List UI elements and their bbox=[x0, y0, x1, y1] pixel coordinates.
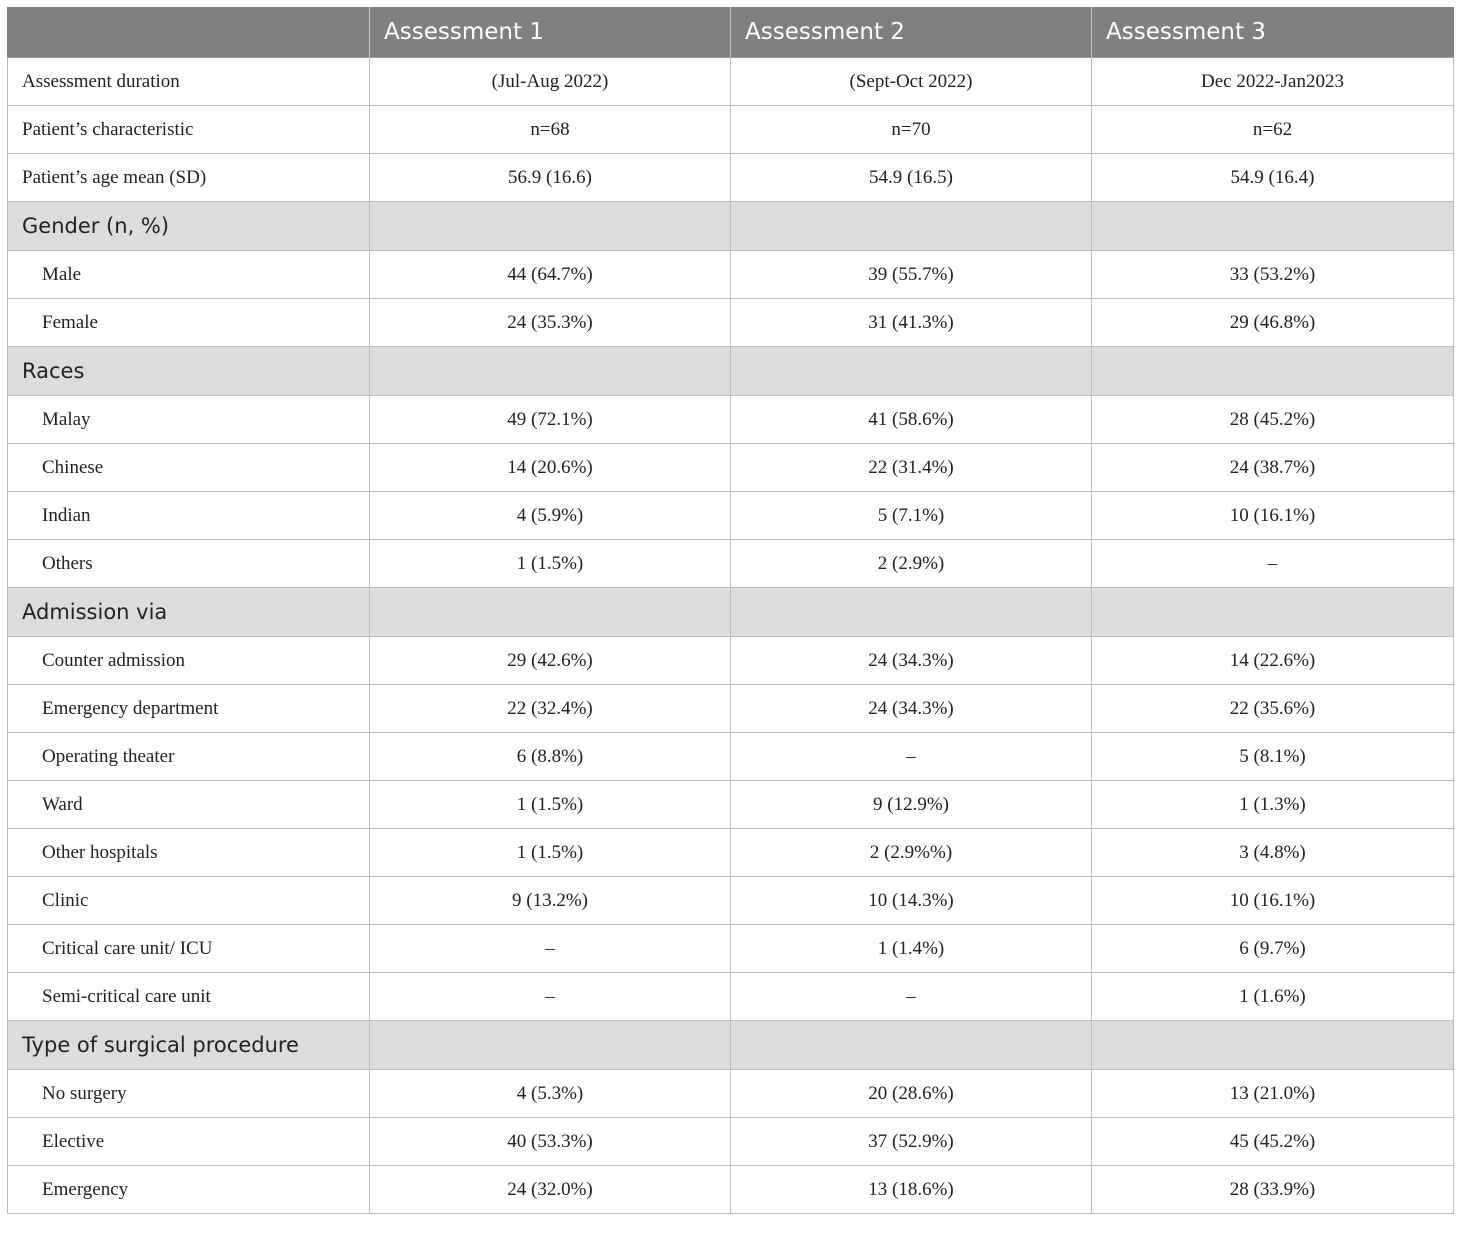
header-assessment-3: Assessment 3 bbox=[1092, 7, 1454, 58]
assessment-1-value: 40 (53.3%) bbox=[370, 1118, 731, 1166]
assessment-1-value: 9 (13.2%) bbox=[370, 877, 731, 925]
characteristics-table bbox=[7, 7, 1454, 1214]
table-body bbox=[8, 58, 1454, 1214]
header-assessment-2: Assessment 2 bbox=[731, 7, 1092, 58]
assessment-3-value: 45 (45.2%) bbox=[1092, 1118, 1454, 1166]
assessment-3-value: 29 (46.8%) bbox=[1092, 299, 1454, 347]
assessment-2-value: 22 (31.4%) bbox=[731, 444, 1092, 492]
assessment-3-value: 6 (9.7%) bbox=[1092, 925, 1454, 973]
assessment-1-value: – bbox=[370, 925, 731, 973]
assessment-3-value: 10 (16.1%) bbox=[1092, 492, 1454, 540]
assessment-2-value: 24 (34.3%) bbox=[731, 637, 1092, 685]
assessment-1-value: 1 (1.5%) bbox=[370, 781, 731, 829]
row-label: Other hospitals bbox=[8, 829, 370, 877]
row-label: Semi-critical care unit bbox=[8, 973, 370, 1021]
table-row bbox=[8, 540, 1454, 588]
assessment-1-value: 6 (8.8%) bbox=[370, 733, 731, 781]
assessment-2-value: 2 (2.9%) bbox=[731, 540, 1092, 588]
row-label: Clinic bbox=[8, 877, 370, 925]
assessment-1-value: 4 (5.3%) bbox=[370, 1070, 731, 1118]
assessment-3-value: 28 (33.9%) bbox=[1092, 1166, 1454, 1214]
section-empty-cell bbox=[731, 347, 1092, 396]
assessment-2-value: 39 (55.7%) bbox=[731, 251, 1092, 299]
section-empty-cell bbox=[1092, 588, 1454, 637]
row-label: Patient’s characteristic bbox=[8, 106, 370, 154]
table-row bbox=[8, 1070, 1454, 1118]
assessment-3-value: 3 (4.8%) bbox=[1092, 829, 1454, 877]
header-assessment-1: Assessment 1 bbox=[370, 7, 731, 58]
table-row bbox=[8, 154, 1454, 202]
row-label: No surgery bbox=[8, 1070, 370, 1118]
section-heading: Gender (n, %) bbox=[8, 202, 370, 251]
row-label: Male bbox=[8, 251, 370, 299]
assessment-1-value: 24 (32.0%) bbox=[370, 1166, 731, 1214]
table-row bbox=[8, 829, 1454, 877]
assessment-2-value: – bbox=[731, 973, 1092, 1021]
assessment-3-value: 13 (21.0%) bbox=[1092, 1070, 1454, 1118]
section-row bbox=[8, 202, 1454, 251]
row-label: Counter admission bbox=[8, 637, 370, 685]
assessment-3-value: 1 (1.6%) bbox=[1092, 973, 1454, 1021]
section-empty-cell bbox=[731, 588, 1092, 637]
row-label: Emergency department bbox=[8, 685, 370, 733]
section-empty-cell bbox=[370, 588, 731, 637]
row-label: Patient’s age mean (SD) bbox=[8, 154, 370, 202]
assessment-1-value: 1 (1.5%) bbox=[370, 829, 731, 877]
table-row bbox=[8, 58, 1454, 106]
assessment-1-value: 14 (20.6%) bbox=[370, 444, 731, 492]
assessment-2-value: 2 (2.9%%) bbox=[731, 829, 1092, 877]
section-heading: Races bbox=[8, 347, 370, 396]
assessment-3-value: n=62 bbox=[1092, 106, 1454, 154]
row-label: Emergency bbox=[8, 1166, 370, 1214]
table-row bbox=[8, 733, 1454, 781]
section-row bbox=[8, 1021, 1454, 1070]
assessment-3-value: 5 (8.1%) bbox=[1092, 733, 1454, 781]
assessment-1-value: 29 (42.6%) bbox=[370, 637, 731, 685]
assessment-3-value: 22 (35.6%) bbox=[1092, 685, 1454, 733]
table-row bbox=[8, 396, 1454, 444]
assessment-1-value: 49 (72.1%) bbox=[370, 396, 731, 444]
assessment-3-value: 14 (22.6%) bbox=[1092, 637, 1454, 685]
table-row bbox=[8, 925, 1454, 973]
assessment-2-value: 24 (34.3%) bbox=[731, 685, 1092, 733]
assessment-2-value: 9 (12.9%) bbox=[731, 781, 1092, 829]
assessment-3-value: 24 (38.7%) bbox=[1092, 444, 1454, 492]
header-label-column bbox=[8, 7, 370, 58]
table-row bbox=[8, 492, 1454, 540]
row-label: Operating theater bbox=[8, 733, 370, 781]
row-label: Others bbox=[8, 540, 370, 588]
section-empty-cell bbox=[370, 347, 731, 396]
table-row bbox=[8, 1118, 1454, 1166]
table-row bbox=[8, 637, 1454, 685]
section-empty-cell bbox=[1092, 347, 1454, 396]
table-row bbox=[8, 685, 1454, 733]
assessment-2-value: 31 (41.3%) bbox=[731, 299, 1092, 347]
section-empty-cell bbox=[1092, 202, 1454, 251]
row-label: Assessment duration bbox=[8, 58, 370, 106]
assessment-2-value: – bbox=[731, 733, 1092, 781]
table-row bbox=[8, 781, 1454, 829]
table-row bbox=[8, 973, 1454, 1021]
table-row bbox=[8, 1166, 1454, 1214]
section-heading: Admission via bbox=[8, 588, 370, 637]
table-row bbox=[8, 877, 1454, 925]
row-label: Indian bbox=[8, 492, 370, 540]
assessment-2-value: 54.9 (16.5) bbox=[731, 154, 1092, 202]
row-label: Malay bbox=[8, 396, 370, 444]
table-header bbox=[8, 7, 1454, 58]
section-empty-cell bbox=[731, 202, 1092, 251]
assessment-1-value: 4 (5.9%) bbox=[370, 492, 731, 540]
assessment-2-value: (Sept-Oct 2022) bbox=[731, 58, 1092, 106]
assessment-1-value: 22 (32.4%) bbox=[370, 685, 731, 733]
assessment-3-value: 33 (53.2%) bbox=[1092, 251, 1454, 299]
assessment-3-value: – bbox=[1092, 540, 1454, 588]
assessment-2-value: 5 (7.1%) bbox=[731, 492, 1092, 540]
section-empty-cell bbox=[370, 202, 731, 251]
section-empty-cell bbox=[731, 1021, 1092, 1070]
assessment-3-value: 10 (16.1%) bbox=[1092, 877, 1454, 925]
assessment-3-value: 1 (1.3%) bbox=[1092, 781, 1454, 829]
section-empty-cell bbox=[1092, 1021, 1454, 1070]
table-row bbox=[8, 106, 1454, 154]
section-empty-cell bbox=[370, 1021, 731, 1070]
row-label: Elective bbox=[8, 1118, 370, 1166]
assessment-2-value: n=70 bbox=[731, 106, 1092, 154]
table-row bbox=[8, 444, 1454, 492]
assessment-3-value: 28 (45.2%) bbox=[1092, 396, 1454, 444]
assessment-1-value: – bbox=[370, 973, 731, 1021]
assessment-1-value: n=68 bbox=[370, 106, 731, 154]
table-row bbox=[8, 299, 1454, 347]
assessment-1-value: 56.9 (16.6) bbox=[370, 154, 731, 202]
table-row bbox=[8, 251, 1454, 299]
assessment-3-value: Dec 2022-Jan2023 bbox=[1092, 58, 1454, 106]
section-row bbox=[8, 347, 1454, 396]
assessment-2-value: 13 (18.6%) bbox=[731, 1166, 1092, 1214]
assessment-2-value: 1 (1.4%) bbox=[731, 925, 1092, 973]
assessment-1-value: (Jul-Aug 2022) bbox=[370, 58, 731, 106]
row-label: Chinese bbox=[8, 444, 370, 492]
section-row bbox=[8, 588, 1454, 637]
assessment-2-value: 10 (14.3%) bbox=[731, 877, 1092, 925]
assessment-2-value: 41 (58.6%) bbox=[731, 396, 1092, 444]
header-row bbox=[8, 7, 1454, 58]
assessment-1-value: 24 (35.3%) bbox=[370, 299, 731, 347]
assessment-2-value: 20 (28.6%) bbox=[731, 1070, 1092, 1118]
section-heading: Type of surgical procedure bbox=[8, 1021, 370, 1070]
assessment-1-value: 44 (64.7%) bbox=[370, 251, 731, 299]
assessment-1-value: 1 (1.5%) bbox=[370, 540, 731, 588]
assessment-3-value: 54.9 (16.4) bbox=[1092, 154, 1454, 202]
row-label: Ward bbox=[8, 781, 370, 829]
row-label: Critical care unit/ ICU bbox=[8, 925, 370, 973]
assessment-2-value: 37 (52.9%) bbox=[731, 1118, 1092, 1166]
row-label: Female bbox=[8, 299, 370, 347]
